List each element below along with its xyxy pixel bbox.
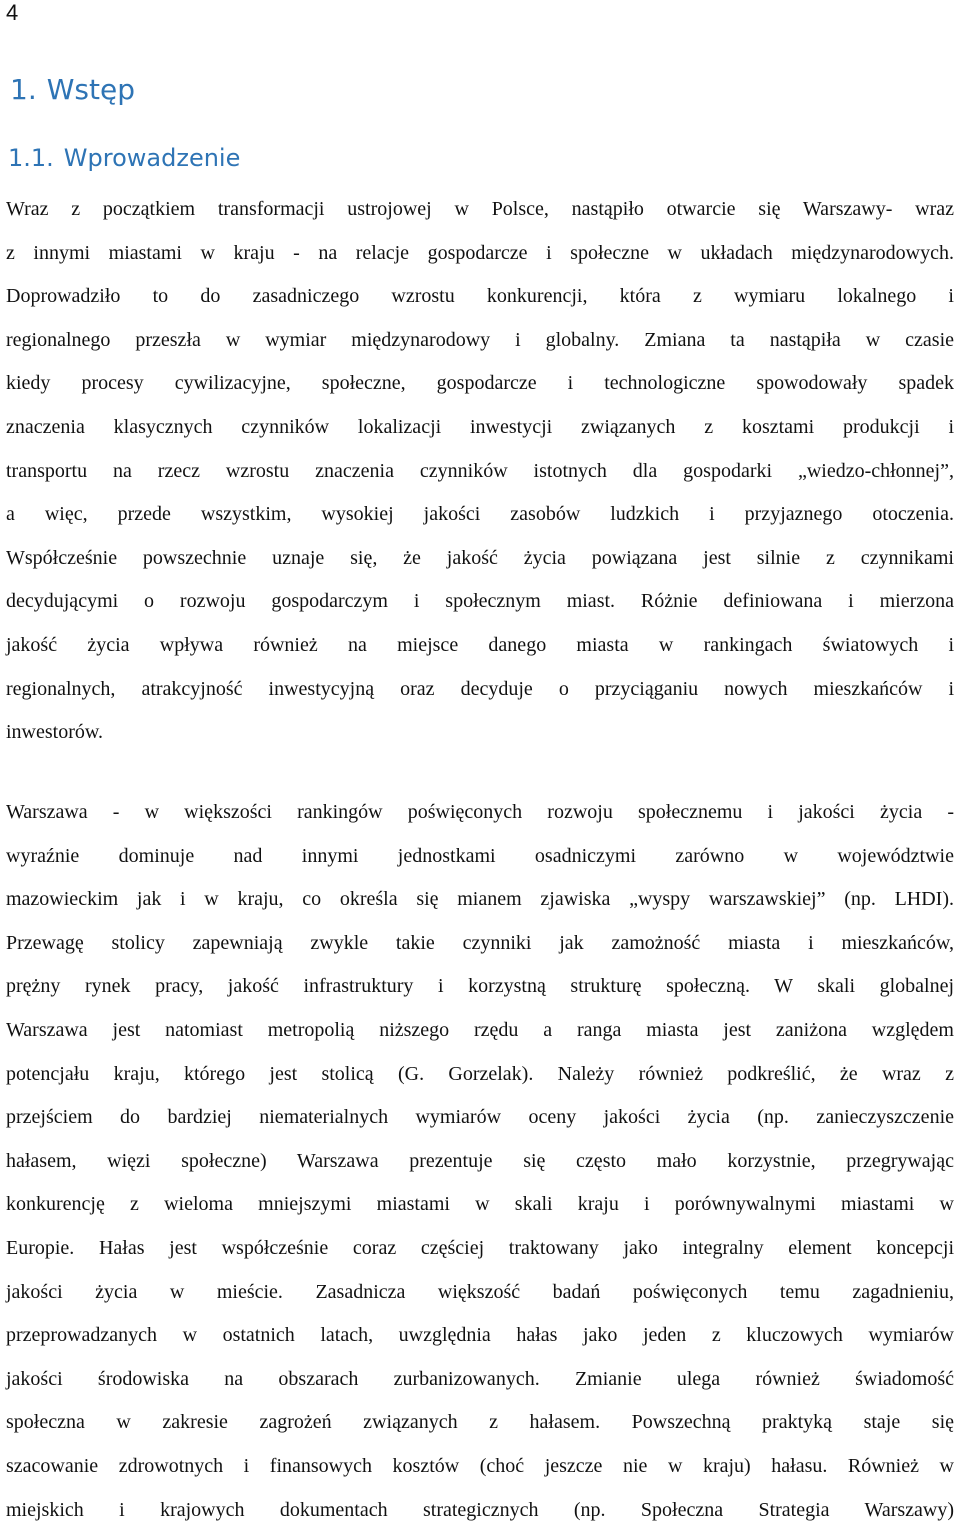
heading-text: Wstęp xyxy=(47,73,135,106)
paragraph-2 xyxy=(6,791,954,1532)
text-line: Europie. Hałas jest współcześnie coraz częściej traktowany jako integralny element koncepcji xyxy=(6,1227,954,1271)
text-line: miejskich i krajowych dokumentach strategicznych (np. Społeczna Strategia Warszawy) xyxy=(6,1489,954,1532)
text-line: jakości życia w mieście. Zasadnicza większość badań poświęconych temu zagadnieniu, xyxy=(6,1271,954,1315)
text-line: a więc, przede wszystkim, wysokiej jakości zasobów ludzkich i przyjaznego otoczenia. xyxy=(6,493,954,537)
text-line: kiedy procesy cywilizacyjne, społeczne, gospodarcze i technologiczne spowodowały spadek xyxy=(6,362,954,406)
paragraph-1 xyxy=(6,188,954,755)
text-line: Doprowadziło to do zasadniczego wzrostu konkurencji, która z wymiaru lokalnego i xyxy=(6,275,954,319)
subheading-text: Wprowadzenie xyxy=(64,144,241,172)
text-line: społeczna w zakresie zagrożeń związanych z hałasem. Powszechną praktyką staje się xyxy=(6,1401,954,1445)
text-line: z innymi miastami w kraju - na relacje gospodarcze i społeczne w układach międzynarodowych. xyxy=(6,232,954,276)
subheading-number: 1.1. xyxy=(8,144,54,172)
text-line: Warszawa - w większości rankingów poświęconych rozwoju społecznemu i jakości życia - xyxy=(6,791,954,835)
text-line: przeprowadzanych w ostatnich latach, uwzględnia hałas jako jeden z kluczowych wymiarów xyxy=(6,1314,954,1358)
text-line: decydującymi o rozwoju gospodarczym i społecznym miast. Różnie definiowana i mierzona xyxy=(6,580,954,624)
heading-wstep xyxy=(10,76,135,104)
page-number: 4 xyxy=(6,2,18,24)
text-line: jakość życia wpływa również na miejsce danego miasta w rankingach światowych i xyxy=(6,624,954,668)
text-line: mazowieckim jak i w kraju, co określa się mianem zjawiska „wyspy warszawskiej” (np. LHDI). xyxy=(6,878,954,922)
text-line: szacowanie zdrowotnych i finansowych kosztów (choć jeszcze nie w kraju) hałasu. Również w xyxy=(6,1445,954,1489)
text-line: przejściem do bardziej niematerialnych wymiarów oceny jakości życia (np. zanieczyszczenie xyxy=(6,1096,954,1140)
text-line: konkurencję z wieloma mniejszymi miastami w skali kraju i porównywalnymi miastami w xyxy=(6,1183,954,1227)
text-line: inwestorów. xyxy=(6,711,954,755)
text-line: prężny rynek pracy, jakość infrastruktury i korzystną strukturę społeczną. W skali globalnej xyxy=(6,965,954,1009)
subheading-wprowadzenie xyxy=(8,146,240,170)
text-line: potencjału kraju, którego jest stolicą (G. Gorzelak). Należy również podkreślić, że wraz z xyxy=(6,1053,954,1097)
text-line: regionalnych, atrakcyjność inwestycyjną oraz decyduje o przyciąganiu nowych mieszkańców i xyxy=(6,668,954,712)
text-line: znaczenia klasycznych czynników lokalizacji inwestycji związanych z kosztami produkcji i xyxy=(6,406,954,450)
text-line: wyraźnie dominuje nad innymi jednostkami osadniczymi zarówno w województwie xyxy=(6,835,954,879)
text-line: Przewagę stolicy zapewniają zwykle takie czynniki jak zamożność miasta i mieszkańców, xyxy=(6,922,954,966)
text-line: jakości środowiska na obszarach zurbanizowanych. Zmianie ulega również świadomość xyxy=(6,1358,954,1402)
text-line: hałasem, więzi społeczne) Warszawa prezentuje się często mało korzystnie, przegrywając xyxy=(6,1140,954,1184)
text-line: Warszawa jest natomiast metropolią niższego rzędu a ranga miasta jest zaniżona względem xyxy=(6,1009,954,1053)
text-line: regionalnego przeszła w wymiar międzynarodowy i globalny. Zmiana ta nastąpiła w czasie xyxy=(6,319,954,363)
text-line: transportu na rzecz wzrostu znaczenia czynników istotnych dla gospodarki „wiedzo-chłonnej”, xyxy=(6,450,954,494)
text-line: Współcześnie powszechnie uznaje się, że jakość życia powiązana jest silnie z czynnikami xyxy=(6,537,954,581)
heading-number: 1. xyxy=(10,73,37,106)
text-line: Wraz z początkiem transformacji ustrojowej w Polsce, nastąpiło otwarcie się Warszawy- wraz xyxy=(6,188,954,232)
